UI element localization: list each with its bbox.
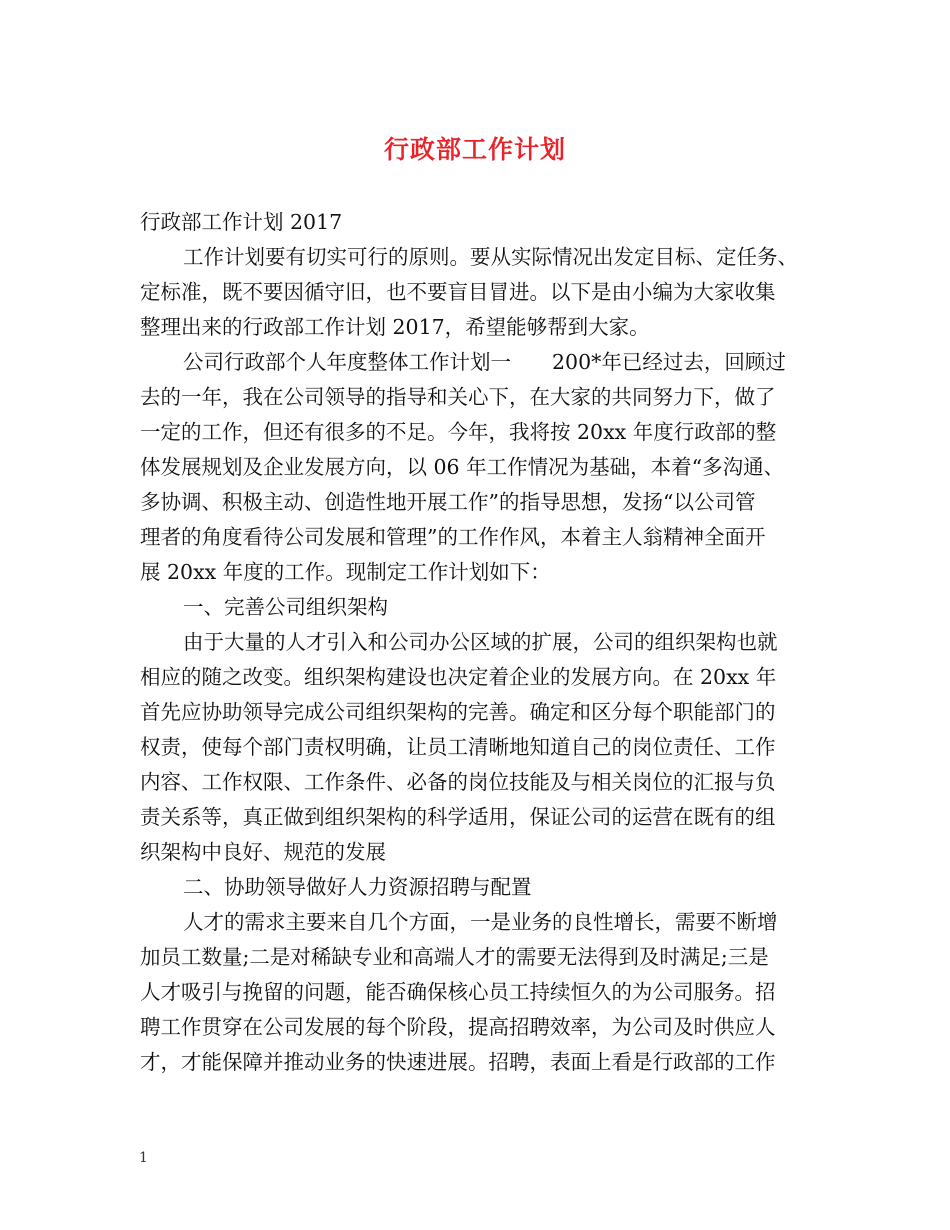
body-line: 理者的角度看待公司发展和管理”的工作作风，本着主人翁精神全面开 [140, 525, 766, 549]
body-line: 行政部工作计划 2017 [140, 210, 343, 234]
document-body [140, 205, 830, 1080]
body-line: 二、协助领导做好人力资源招聘与配置 [183, 875, 532, 899]
body-line: 工作计划要有切实可行的原则。要从实际情况出发定目标、定任务、 [183, 245, 798, 269]
body-line: 权责，使每个部门责权明确，让员工清晰地知道自己的岗位责任、工作 [140, 735, 776, 759]
body-line: 由于大量的人才引入和公司办公区域的扩展，公司的组织架构也就 [183, 630, 778, 654]
body-line: 体发展规划及企业发展方向，以 06 年工作情况为基础，本着“多沟通、 [140, 455, 785, 479]
body-line: 整理出来的行政部工作计划 2017，希望能够帮到大家。 [140, 315, 650, 339]
body-line: 人才的需求主要来自几个方面，一是业务的良性增长，需要不断增 [183, 910, 778, 934]
body-line: 一、完善公司组织架构 [183, 595, 388, 619]
page-number: 1 [139, 1150, 148, 1166]
body-line: 相应的随之改变。组织架构建设也决定着企业的发展方向。在 20xx 年 [140, 665, 777, 689]
body-line: 聘工作贯穿在公司发展的每个阶段，提高招聘效率，为公司及时供应人 [140, 1015, 776, 1039]
document-title: 行政部工作计划 [383, 135, 566, 164]
body-line: 责关系等，真正做到组织架构的科学适用，保证公司的运营在既有的组 [140, 805, 776, 829]
body-line: 公司行政部个人年度整体工作计划一 200*年已经过去，回顾过 [183, 350, 786, 374]
body-line: 去的一年，我在公司领导的指导和关心下，在大家的共同努力下，做了 [140, 385, 776, 409]
body-line: 才，才能保障并推动业务的快速进展。招聘，表面上看是行政部的工作 [140, 1050, 776, 1074]
body-line: 人才吸引与挽留的问题，能否确保核心员工持续恒久的为公司服务。招 [140, 980, 776, 1004]
body-line: 展 20xx 年度的工作。现制定工作计划如下： [140, 560, 551, 584]
body-line: 一定的工作，但还有很多的不足。今年，我将按 20xx 年度行政部的整 [140, 420, 777, 444]
body-line: 定标准，既不要因循守旧，也不要盲目冒进。以下是由小编为大家收集 [140, 280, 776, 304]
body-line: 织架构中良好、规范的发展 [140, 840, 386, 864]
body-line: 多协调、积极主动、创造性地开展工作”的指导思想，发扬“以公司管 [140, 490, 756, 514]
body-line: 加员工数量;二是对稀缺专业和高端人才的需要无法得到及时满足;三是 [140, 945, 769, 969]
body-line: 首先应协助领导完成公司组织架构的完善。确定和区分每个职能部门的 [140, 700, 776, 724]
body-line: 内容、工作权限、工作条件、必备的岗位技能及与相关岗位的汇报与负 [140, 770, 776, 794]
